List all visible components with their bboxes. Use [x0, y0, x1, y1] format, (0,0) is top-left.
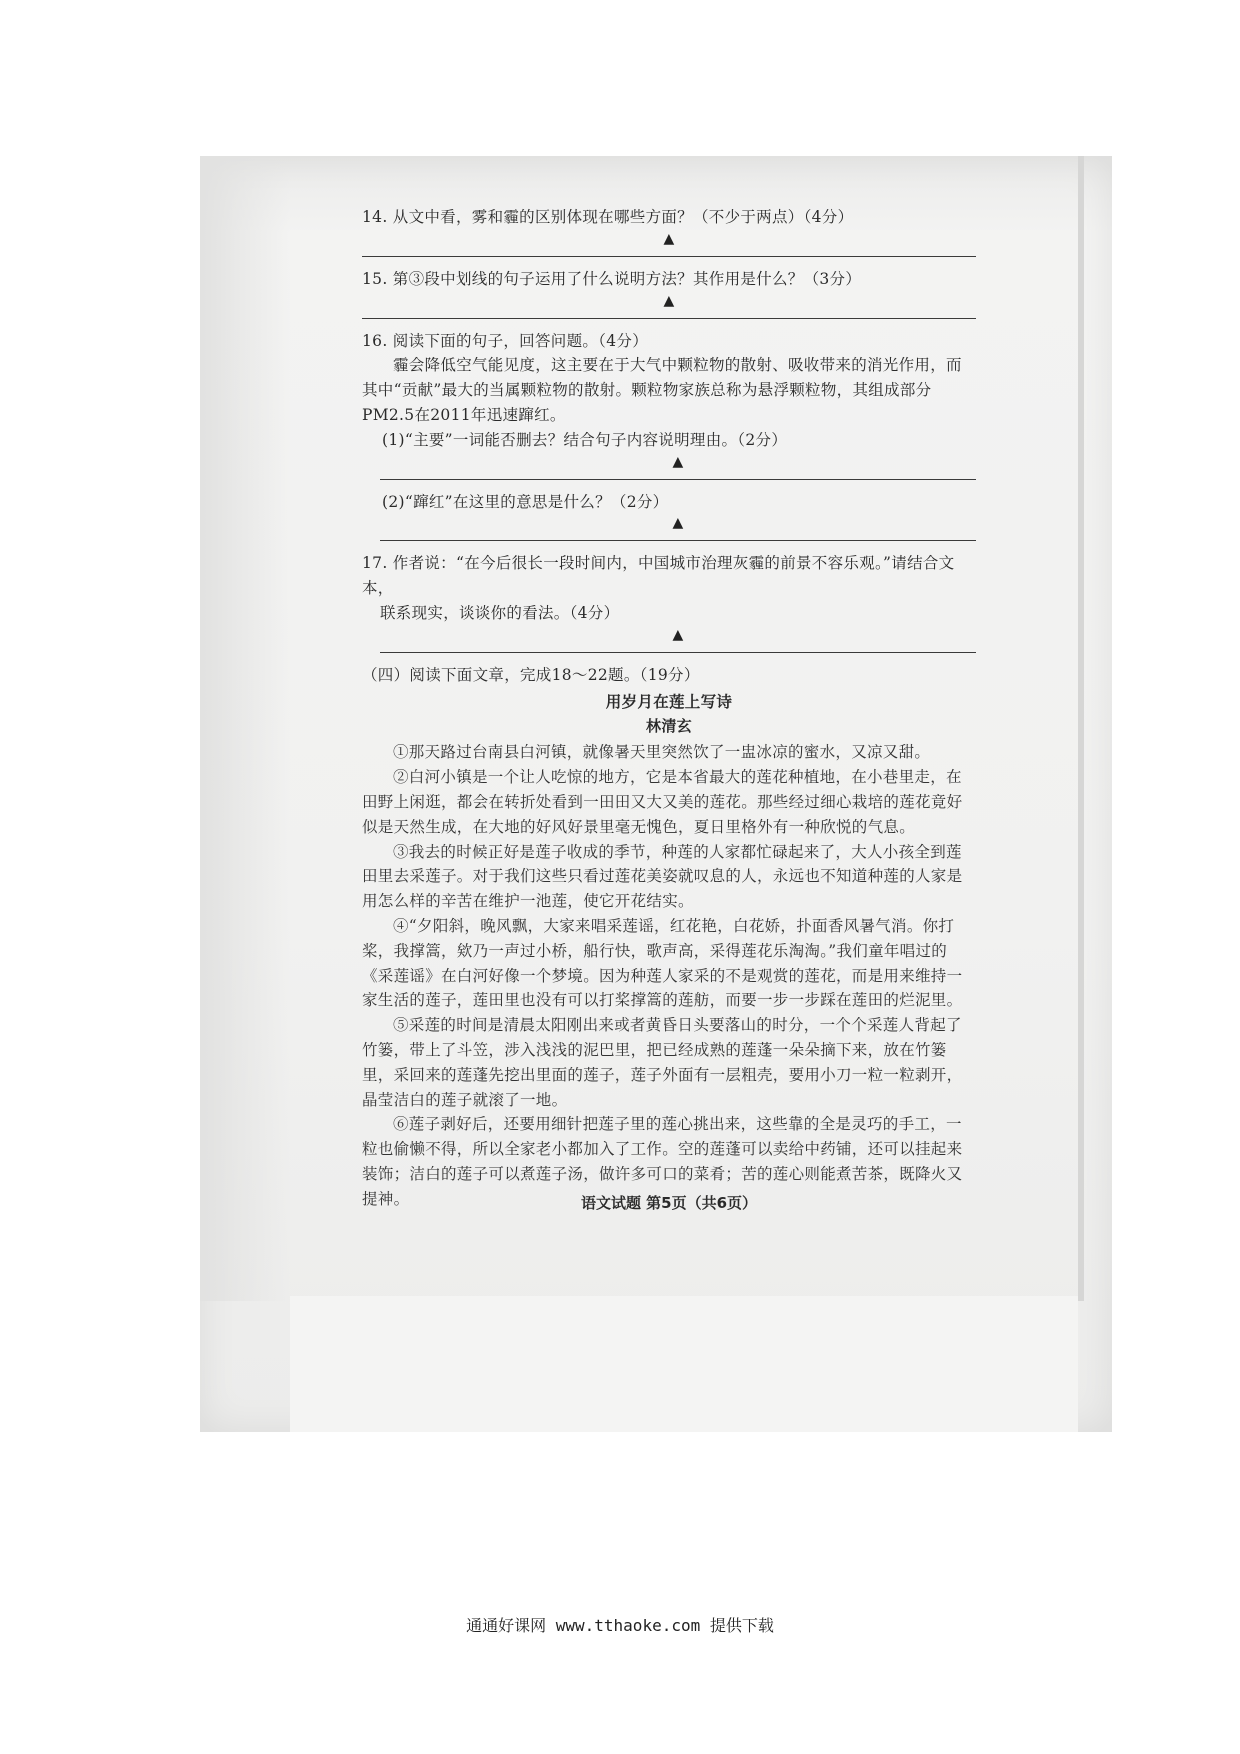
answer-marker-icon: ▲	[672, 515, 684, 532]
exam-content	[362, 205, 976, 1212]
question-17-line1: 17. 作者说：“在今后很长一段时间内，中国城市治理灰霾的前景不容乐观。”请结合文本，	[362, 554, 955, 598]
article-paragraph-1: ①那天路过台南县白河镇，就像暑天里突然饮了一盅冰凉的蜜水，又凉又甜。	[393, 743, 931, 762]
article-paragraph-2: ②白河小镇是一个让人吃惊的地方，它是本省最大的莲花种植地，在小巷里走，在田野上闲逛，都会在转折处看到一田田又大又美的莲花。那些经过细心栽培的莲花竟好似是天然生成，在大地的好风好景里毫无愧色，夏日里格外有一种欣悦的气息。	[362, 768, 963, 836]
answer-marker-icon: ▲	[663, 292, 675, 309]
question-14: 14. 从文中看，雾和霾的区别体现在哪些方面？（不少于两点）（4分）	[362, 208, 854, 226]
article-title: 用岁月在莲上写诗	[605, 692, 733, 711]
answer-marker-icon: ▲	[672, 626, 684, 643]
article-paragraph-5: ⑤采莲的时间是清晨太阳刚出来或者黄昏日头要落山的时分，一个个采莲人背起了竹篓，带上了斗笠，涉入浅浅的泥巴里，把已经成熟的莲蓬一朵朵摘下来，放在竹篓里，采回来的莲蓬先挖出里面的莲子，莲子外面有一层粗壳，要用小刀一粒一粒剥开，晶莹洁白的莲子就滚了一地。	[362, 1016, 963, 1109]
question-16: 16. 阅读下面的句子，回答问题。（4分）	[362, 331, 648, 350]
download-source-footer: 通通好课网 www.tthaoke.com 提供下载	[466, 1616, 774, 1635]
scan-bottom-area	[290, 1296, 1078, 1432]
answer-marker-icon: ▲	[672, 453, 684, 470]
section-4-heading: （四）阅读下面文章，完成18～22题。（19分）	[362, 665, 700, 684]
question-16-2: (2)“蹿红”在这里的意思是什么？（2分）	[382, 492, 669, 511]
answer-line-16-1	[380, 453, 976, 480]
scan-edge-right	[1078, 156, 1084, 1301]
scan-shadow-left	[200, 156, 290, 1301]
question-16-quote: 霾会降低空气能见度，这主要在于大气中颗粒物的散射、吸收带来的消光作用，而其中“贡献”最大的当属颗粒物的散射。颗粒物家族总称为悬浮颗粒物，其组成部分PM2.5在2011年迅速蹿红。	[362, 356, 962, 424]
answer-line-14	[362, 230, 976, 257]
answer-line-15	[362, 292, 976, 319]
page-number-footer: 语文试题 第5页（共6页）	[580, 1194, 758, 1212]
answer-line-16-2	[380, 514, 976, 541]
question-17-line2: 联系现实，谈谈你的看法。（4分）	[380, 603, 620, 622]
question-16-1: (1)“主要”一词能否删去？结合句子内容说明理由。（2分）	[382, 430, 788, 449]
article-paragraph-4: ④“夕阳斜，晚风飘，大家来唱采莲谣，红花艳，白花娇，扑面香风暑气消。你打桨，我撑篙，欸乃一声过小桥，船行快，歌声高，采得莲花乐淘淘。”我们童年唱过的《采莲谣》在白河好像一个梦境。因为种莲人家采的不是观赏的莲花，而是用来维持一家生活的莲子，莲田里也没有可以打桨撑篙的莲舫，而要一步一步踩在莲田的烂泥里。	[362, 916, 963, 1010]
article-paragraph-3: ③我去的时候正好是莲子收成的季节，种莲的人家都忙碌起来了，大人小孩全到莲田里去采莲子。对于我们这些只看过莲花美姿就叹息的人，永远也不知道种莲的人家是用怎么样的辛苦在维护一池莲，使它开花结实。	[362, 842, 963, 911]
question-15: 15. 第③段中划线的句子运用了什么说明方法？其作用是什么？（3分）	[362, 269, 862, 288]
answer-marker-icon: ▲	[663, 230, 675, 247]
answer-line-17	[380, 626, 976, 653]
article-paragraph-6: ⑥莲子剥好后，还要用细针把莲子里的莲心挑出来，这些靠的全是灵巧的手工，一粒也偷懒不得，所以全家老小都加入了工作。空的莲蓬可以卖给中药铺，还可以挂起来装饰；洁白的莲子可以煮莲子汤，做许多可口的菜肴；苦的莲心则能煮苦茶，既降火又提神。	[362, 1115, 963, 1208]
article-author: 林清玄	[646, 717, 692, 736]
